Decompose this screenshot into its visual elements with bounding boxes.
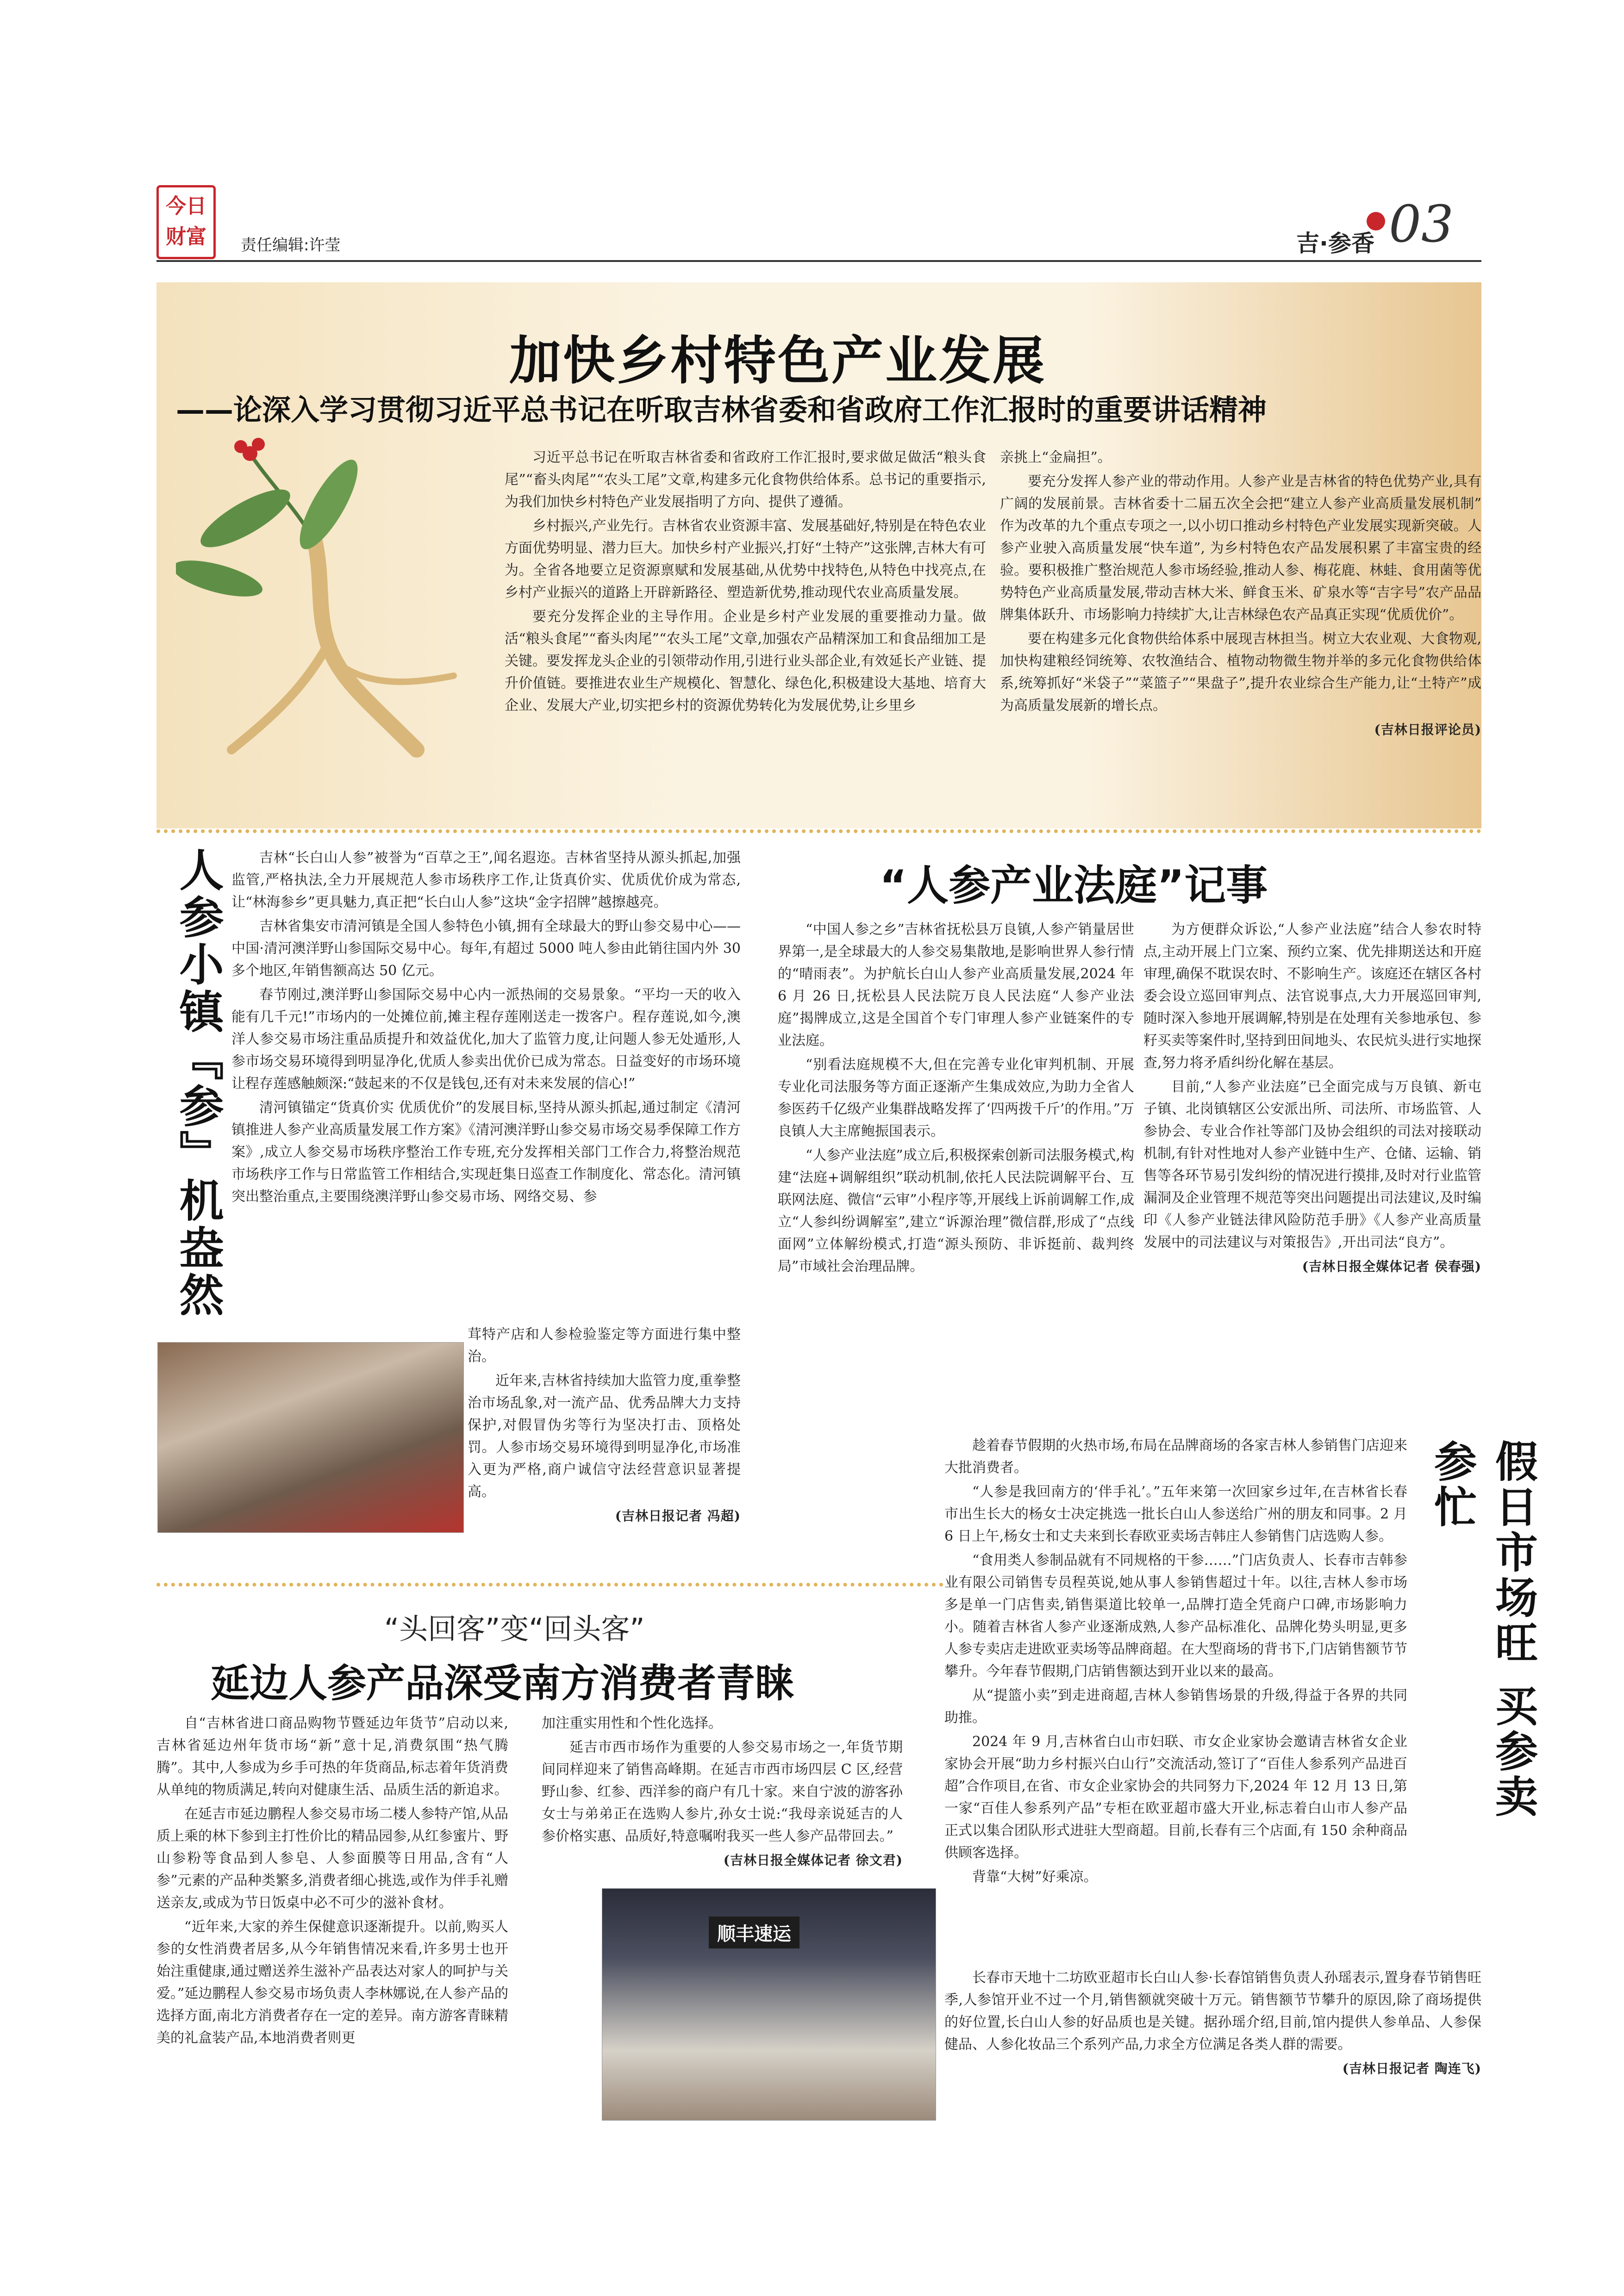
paragraph: 为方便群众诉讼,“人参产业法庭”结合人参农时特点,主动开展上门立案、预约立案、优先排期送达和开庭审理,确保不耽误农时、不影响生产。该庭还在辖区各村委会设立巡回审判点、法官说事点,大力开展巡回审判,随时深入参地开展调解,特别是在处理有关参地承包、参籽买卖等案件时,坚持到田间地头、农民炕头进行实地探查,努力将矛盾纠纷化解在基层。 — [1143, 921, 1481, 1071]
court-column-1 — [778, 919, 1134, 1280]
lead-column-2 — [1000, 447, 1481, 741]
market-photo — [157, 1342, 464, 1533]
page-number: 03 — [1389, 194, 1454, 254]
holiday-article — [944, 1435, 1407, 1890]
paragraph: 近年来,吉林省持续加大监管力度,重拳整治市场乱象,对一流产品、优秀品牌大力支持保护,对假冒伪劣等行为坚决打击、顶格处罚。人参市场交易环境得到明显净化,市场准入更为严格,商户诚信守法经营意识显著提高。 — [468, 1373, 741, 1500]
paragraph: 茸特产店和人参检验鉴定等方面进行集中整治。 — [468, 1326, 741, 1365]
shop-photo — [602, 1888, 936, 2121]
paragraph: 要充分发挥企业的主导作用。企业是乡村产业发展的重要推动力量。做活“粮头食尾”“畜头肉尾”“农头工尾”文章,加强农产品精深加工和食品细加工是关键。要发挥龙头企业的引领带动作用,引进行业头部企业,有效延长产业链、提升价值链。要推进农业生产规模化、智慧化、绿色化,积极建设大基地、培育大企业、发展大产业,切实把乡村的资源优势转化为发展优势,让乡里乡 — [505, 609, 986, 714]
paragraph: 要在构建多元化食物供给体系中展现吉林担当。树立大农业观、大食物观,加快构建粮经饲统筹、农牧渔结合、植物动物微生物并举的多元化食物供给体系,统筹抓好“米袋子”“菜篮子”“果盘子”,提升农业综合生产能力,让“土特产”成为高质量发展新的增长点。 — [1000, 631, 1481, 714]
paragraph: 乡村振兴,产业先行。吉林省农业资源丰富、发展基础好,特别是在特色农业方面优势明显、潜力巨大。加快乡村产业振兴,打好“土特产”这张牌,吉林大有可为。全省各地要立足资源禀赋和发展基础,从优势中找特色,从特色中找亮点,在乡村产业振兴的道路上开辟新路径、塑造新优势,推动现代农业高质量发展。 — [505, 518, 986, 601]
court-title: “人参产业法庭”记事 — [880, 861, 1268, 910]
paragraph: 自“吉林省进口商品购物节暨延边年货节”启动以来,吉林省延边州年货市场“新”意十足,消费氛围“热气腾腾”。其中,人参成为乡手可热的年货商品,标志着年货消费从单纯的物质满足,转向对健康生活、品质生活的新追求。 — [156, 1715, 508, 1798]
holiday-article-wide — [944, 1967, 1481, 2080]
paragraph: 加注重实用性和个性化选择。 — [542, 1715, 722, 1731]
yanbian-title: 延边人参产品深受南方消费者青睐 — [211, 1661, 794, 1706]
paragraph: “中国人参之乡”吉林省抚松县万良镇,人参产销量居世界第一,是全球最大的人参交易集散地,是影响世界人参行情的“晴雨表”。为护航长白山人参产业高质量发展,2024 年 6 月 26 日,抚松县人民法院万良人民法庭“人参产业法庭”揭牌成立,这是全国首个专门审理人参产业链案件的专业法庭。 — [778, 921, 1134, 1049]
holiday-title: 假日市场旺 买参卖参忙 — [1427, 1439, 1538, 1820]
paragraph: 习近平总书记在听取吉林省委和省政府工作汇报时,要求做足做活“粮头食尾”“畜头肉尾”“农头工尾”文章,构建多元化食物供给体系。总书记的重要指示,为我们加快乡村特色产业发展指明了方向、提供了遵循。 — [505, 449, 986, 510]
logo-seal: 今日财富 — [156, 185, 216, 259]
byline: (吉林日报记者 冯超) — [615, 1508, 741, 1524]
ginseng-illustration — [176, 426, 472, 778]
yanbian-kicker: “头回客”变“回头客” — [384, 1612, 645, 1646]
paragraph: 长春市天地十二坊欧亚超市长白山人参·长春馆销售负责人孙瑶表示,置身春节销售旺季,人参馆开业不过一个月,销售额就突破十万元。销售额节节攀升的原因,除了商场提供的好位置,长白山人参的好品质也是关键。据孙瑶介绍,目前,馆内提供人参单品、人参保健品、人参化妆品三个系列产品,力求全方位满足各类人群的需要。 — [944, 1970, 1481, 2053]
paragraph: 趁着春节假期的火热市场,布局在品牌商场的各家吉林人参销售门店迎来大批消费者。 — [944, 1437, 1407, 1476]
paragraph: 延吉市西市场作为重要的人参交易市场之一,年货节期间同样迎来了销售高峰期。在延吉市西市场四层 C 区,经营野山参、红参、西洋参的商户有几十家。来自宁波的游客孙女士与弟弟正在选购人参片,孙女士说:“我母亲说延吉的人参价格实惠、品质好,特意嘱咐我买一些人参产品带回去。” — [542, 1739, 903, 1844]
lead-subtitle: ——论深入学习贯彻习近平总书记在听取吉林省委和省政府工作汇报时的重要讲话精神 — [176, 393, 1267, 427]
editor-label: 责任编辑:许莹 — [241, 236, 341, 255]
divider — [156, 829, 1481, 833]
paragraph: 清河镇锚定“货真价实 优质优价”的发展目标,坚持从源头抓起,通过制定《清河镇推进人参产业高质量发展工作方案》《清河澳洋野山参交易市场交易季保障工作方案》,成立人参交易市场秩序整治工作专班,充分发挥相关部门工作合力,将整治规范市场秩序工作与日常监管工作相结合,实现赶集日巡查工作制度化、常态化。清河镇突出整治重点,主要围绕澳洋野山参交易市场、网络交易、参 — [231, 1100, 741, 1205]
paragraph: 背靠“大树”好乘凉。 — [972, 1869, 1098, 1885]
byline: (吉林日报评论员) — [1374, 722, 1481, 737]
paragraph: “人参是我回南方的‘伴手礼’。”五年来第一次回家乡过年,在吉林省长春市出生长大的杨女士决定挑选一批长白山人参送给广州的朋友和同事。2 月 6 日上午,杨女士和丈夫来到长春欧亚卖场吉韩庄人参销售门店选购人参。 — [944, 1484, 1407, 1544]
yanbian-column-2 — [542, 1712, 903, 1872]
byline: (吉林日报全媒体记者 徐文君) — [723, 1853, 903, 1868]
yanbian-column-1 — [156, 1712, 508, 2051]
paragraph: “别看法庭规模不大,但在完善专业化审判机制、开展专业化司法服务等方面正逐渐产生集成效应,为助力全省人参医药千亿级产业集群战略发挥了‘四两拨千斤’的作用。”万良镇人大主席鲍振国表示。 — [778, 1057, 1134, 1139]
ginseng-emblem-icon — [1367, 212, 1385, 230]
byline: (吉林日报全媒体记者 侯春强) — [1302, 1259, 1481, 1274]
section-label: 吉·参香 — [1296, 230, 1374, 257]
shop-sign: 顺丰速运 — [709, 1916, 800, 1948]
paragraph: 吉林省集安市清河镇是全国人参特色小镇,拥有全球最大的野山参交易中心——中国·清河澳洋野山参国际交易中心。每年,有超过 5000 吨人参由此销往国内外 30 多个地区,年销售额高达 50 亿元。 — [231, 918, 741, 979]
paragraph: “食用类人参制品就有不同规格的干参……”门店负责人、长春市吉韩参业有限公司销售专员程英说,她从事人参销售超过十年。以往,吉林人参市场多是单一门店售卖,销售渠道比较单一,品牌打造全凭商户口碑,市场影响力小。随着吉林省人参产业逐渐成熟,人参产品标准化、品牌化势头明显,更多人参专卖店走进欧亚卖场等品牌商超。在大型商场的背书下,门店销售额节节攀升。今年春节假期,门店销售额达到开业以来的最高。 — [944, 1552, 1407, 1680]
court-column-2 — [1143, 919, 1481, 1278]
town-title: 人参小镇『参』机盎然 — [172, 847, 224, 1319]
town-article — [231, 847, 741, 1210]
town-article-continued — [468, 1324, 741, 1527]
lead-column-1 — [505, 447, 986, 719]
paragraph: 从“提篮小卖”到走进商超,吉林人参销售场景的升级,得益于各界的共同助推。 — [944, 1687, 1407, 1726]
header-rule — [156, 260, 1481, 262]
paragraph: 亲挑上“金扁担”。 — [1000, 449, 1112, 466]
paragraph: 春节刚过,澳洋野山参国际交易中心内一派热闹的交易景象。“平均一天的收入能有几千元!”市场内的一处摊位前,摊主程存莲刚送走一拨客户。程存莲说,如今,澳洋人参交易市场注重品质提升和效益优化,加大了监管力度,让问题人参无处遁形,人参市场交易环境得到明显净化,优质人参卖出优价已成为常态。日益变好的市场环境让程存莲感触颇深:“鼓起来的不仅是钱包,还有对未来发展的信心!” — [231, 987, 741, 1092]
paragraph: 目前,“人参产业法庭”已全面完成与万良镇、新屯子镇、北岗镇辖区公安派出所、司法所、市场监管、人参协会、专业合作社等部门及协会组织的司法对接联动机制,有针对性地对人参产业链中生产、仓储、运输、销售等各环节易引发纠纷的情况进行摸排,及时对行业监管漏洞及企业管理不规范等突出问题提出司法建议,及时编印《人参产业链法律风险防范手册》《人参产业高质量发展中的司法建议与对策报告》,开出司法“良方”。 — [1143, 1079, 1481, 1251]
divider — [156, 1583, 943, 1587]
paragraph: 在延吉市延边鹏程人参交易市场二楼人参特产馆,从品质上乘的林下参到主打性价比的精品园参,从红参蜜片、野山参粉等食品到人参皂、人参面膜等日用品,含有“人参”元素的产品种类繁多,消费者细心挑选,或作为伴手礼赠送亲友,或成为节日饭桌中必不可少的滋补食材。 — [156, 1806, 508, 1911]
paragraph: 要充分发挥人参产业的带动作用。人参产业是吉林省的特色优势产业,具有广阔的发展前景。吉林省委十二届五次全会把“建立人参产业高质量发展机制” 作为改革的九个重点专项之一,以小切口推动乡村特色产业发展实现新突破。人参产业驶入高质量发展“快车道”, 为乡村特色农产品发展积累了丰富宝贵的经验。要积极推广整治规范人参市场经验,推动人参、梅花鹿、林蛙、食用菌等优势特色产业高质量发展,带动吉林大米、鲜食玉米、矿泉水等“吉字号”农产品品牌集体跃升、市场影响力持续扩大,让吉林绿色农产品真正实现“优质优价”。 — [1000, 473, 1481, 623]
paragraph: “近年来,大家的养生保健意识逐渐提升。以前,购买人参的女性消费者居多,从今年销售情况来看,许多男士也开始注重健康,通过赠送养生滋补产品表达对家人的呵护与关爱。”延边鹏程人参交易市场负责人李林娜说,在人参产品的选择方面,南北方消费者存在一定的差异。南方游客青睐精美的礼盒装产品,本地消费者则更 — [156, 1919, 508, 2046]
paragraph: 2024 年 9 月,吉林省白山市妇联、市女企业家协会邀请吉林省女企业家协会开展“助力乡村振兴白山行”交流活动,签订了“百佳人参系列产品进百超”合作项目,在省、市女企业家协会的共同努力下,2024 年 12 月 13 日,第一家“百佳人参系列产品”专柜在欧亚超市盛大开业,标志着白山市人参产品正式以集合团队形式进驻大型商超。目前,长春有三个店面,有 150 余种商品供顾客选择。 — [944, 1734, 1407, 1861]
lead-title: 加快乡村特色产业发展 — [509, 331, 1046, 391]
paragraph: “人参产业法庭”成立后,积极探索创新司法服务模式,构建“法庭+调解组织”联动机制,依托人民法院调解平台、互联网法庭、微信“云审”小程序等,开展线上诉前调解工作,成立“人参纠纷调解室”,建立“诉源治理”微信群,形成了“点线面网”立体解纷模式,打造“源头预防、非诉挺前、裁判终局”市域社会治理品牌。 — [778, 1147, 1134, 1275]
byline: (吉林日报记者 陶连飞) — [1342, 2061, 1481, 2076]
paragraph: 吉林“长白山人参”被誉为“百草之王”,闻名遐迩。吉林省坚持从源头抓起,加强监管,严格执法,全力开展规范人参市场秩序工作,让货真价实、优质优价成为常态,让“林海参乡”更具魅力,真正把“长白山人参”这块“金字招牌”越擦越亮。 — [231, 850, 741, 910]
